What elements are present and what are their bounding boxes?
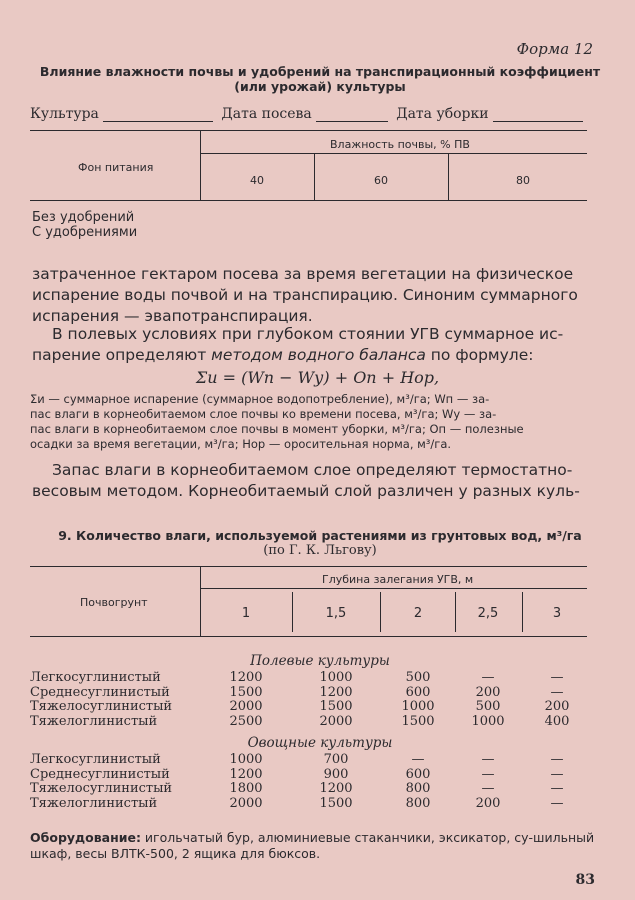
- table-cell: —: [411, 752, 425, 767]
- paragraph2-start: парение определяют: [32, 346, 207, 364]
- table-cell: 1000: [471, 713, 505, 729]
- table2-col-1: 1: [241, 606, 251, 621]
- table-cell: 200: [544, 699, 570, 714]
- table2-vrule-left: [200, 566, 201, 636]
- table2-title: 9. Количество влаги, используемой растениями из грунтовых вод, м³/га: [58, 528, 582, 543]
- table-cell: 1500: [229, 684, 263, 700]
- paragraph1-line: испарения — эвапотранспирация.: [32, 307, 313, 325]
- section-field-crops: Полевые культуры: [250, 653, 390, 669]
- table1-title-line1: Влияние влажности почвы и удобрений на транспирационный коэффициент: [39, 64, 601, 79]
- form-label: Форма 12: [516, 40, 593, 58]
- table-cell: 400: [544, 713, 570, 729]
- paragraph1-line: испарение воды почвой и на транспирацию. Синоним суммарного: [32, 286, 578, 304]
- table-cell: —: [550, 795, 564, 811]
- table1-col-80: 80: [516, 174, 530, 187]
- table-cell: 1200: [229, 670, 263, 685]
- table2-col-3: 3: [552, 606, 562, 621]
- field-sowing-blank[interactable]: [316, 121, 388, 122]
- paragraph3: [32, 460, 580, 502]
- formula-notes: [30, 392, 524, 452]
- formula-note-line: пас влаги в корнеобитаемом слое почвы ко времени посева, м³/га; Wу — за-: [30, 407, 497, 421]
- paragraph2: [32, 324, 563, 366]
- table-cell: —: [481, 670, 495, 685]
- table-cell: 600: [405, 684, 431, 700]
- formula-note-line: осадки за время вегетации, м³/га; Нор — оросительная норма, м³/га.: [30, 437, 452, 451]
- field-culture-label: Культура: [30, 106, 99, 122]
- table1-col-group: Влажность почвы, % ПВ: [330, 138, 470, 151]
- table2-vrule: [380, 592, 381, 632]
- form-fields: [30, 106, 587, 122]
- field-sowing-label: Дата посева: [221, 106, 312, 122]
- table2-group-rule: [200, 588, 587, 589]
- table-cell: 2000: [229, 795, 263, 811]
- table-cell: 2000: [319, 713, 353, 729]
- paragraph2-line2: [32, 345, 563, 366]
- table-cell: 2000: [229, 699, 263, 714]
- table-cell: 1000: [401, 699, 435, 714]
- table-cell: —: [481, 752, 495, 767]
- table1-col-60: 60: [374, 174, 388, 187]
- table-cell: 1500: [319, 699, 353, 714]
- table1-vrule-3: [448, 153, 449, 200]
- formula-note-line: Σи — суммарное испарение (суммарное водопотребление), м³/га; Wп — за-: [30, 392, 490, 406]
- table-cell: —: [550, 781, 564, 796]
- table-cell: 1000: [319, 670, 353, 685]
- table1-row-fertilizer: С удобрениями: [32, 225, 138, 240]
- water-balance-formula: Σи = (Wп − Wу) + Оп + Нор,: [195, 368, 440, 387]
- table2-top-rule: [30, 566, 587, 567]
- table-cell: 500: [475, 699, 501, 714]
- table1-row-header: Фон питания: [78, 161, 154, 174]
- table-cell: 2500: [229, 713, 263, 729]
- table-cell: —: [481, 766, 495, 782]
- section-vegetable-crops: Овощные культуры: [247, 735, 393, 751]
- table2-col-2-5: 2,5: [477, 606, 499, 621]
- table1-bottom-rule: [30, 200, 587, 201]
- table-cell: —: [481, 781, 495, 796]
- table-cell: 700: [323, 752, 349, 767]
- equipment-text: игольчатый бур, алюминиевые стаканчики, эксикатор, су-шильный шкаф, весы ВЛТК-500, 2 ящика для бюксов.: [30, 830, 595, 861]
- table-cell: 900: [323, 766, 349, 782]
- soil-type-label: Тяжелосуглинистый: [30, 699, 173, 714]
- paragraph3-line: весовым методом. Корнеобитаемый слой различен у разных куль-: [32, 482, 580, 500]
- table1-row-no-fertilizer: Без удобрений: [32, 210, 135, 225]
- page-number: 83: [575, 872, 595, 888]
- soil-type-label: Среднесуглинистый: [30, 766, 170, 782]
- table2-row-header: Почвогрунт: [80, 596, 148, 609]
- table-cell: 1800: [229, 781, 263, 796]
- table-cell: —: [550, 670, 564, 685]
- table-cell: 200: [475, 795, 501, 811]
- table2-col-1-5: 1,5: [325, 606, 347, 621]
- table1-group-rule: [200, 153, 587, 154]
- soil-type-label: Тяжелоглинистый: [30, 795, 158, 811]
- table-cell: 800: [405, 781, 431, 796]
- table1-title: [30, 64, 610, 94]
- table2-subtitle: (по Г. К. Льгову): [263, 543, 377, 558]
- table-cell: 200: [475, 684, 501, 700]
- table-cell: 600: [405, 766, 431, 782]
- soil-type-label: Легкосуглинистый: [30, 752, 161, 767]
- paragraph2-line1: В полевых условиях при глубоком стоянии УГВ суммарное ис-: [52, 325, 564, 343]
- field-culture-blank[interactable]: [103, 121, 213, 122]
- table-cell: 1200: [319, 781, 353, 796]
- table-cell: 1000: [229, 752, 263, 767]
- paragraph1: [32, 264, 578, 327]
- soil-type-label: Среднесуглинистый: [30, 684, 170, 700]
- table1-top-rule: [30, 130, 587, 131]
- table-cell: 800: [405, 795, 431, 811]
- table1-col-40: 40: [250, 174, 264, 187]
- table-cell: 1200: [319, 684, 353, 700]
- paragraph3-line: Запас влаги в корнеобитаемом слое определяют термостатно-: [52, 461, 573, 479]
- table2-header-bottom-rule: [30, 636, 587, 637]
- table-cell: 1200: [229, 766, 263, 782]
- table-cell: —: [550, 684, 564, 700]
- table2-vrule: [292, 592, 293, 632]
- formula-note-line: пас влаги в корнеобитаемом слое почвы в момент уборки, м³/га; Оп — полезные: [30, 422, 524, 436]
- paragraph2-end: по формуле:: [430, 346, 534, 364]
- table1-vrule-left: [200, 130, 201, 200]
- table2-col-group: Глубина залегания УГВ, м: [322, 573, 474, 586]
- table-cell: —: [550, 766, 564, 782]
- paragraph1-line: затраченное гектаром посева за время вегетации на физическое: [32, 265, 574, 283]
- table-cell: 1500: [319, 795, 353, 811]
- paragraph2-method: методом водного баланса: [211, 346, 426, 364]
- soil-type-label: Легкосуглинистый: [30, 670, 161, 685]
- soil-type-label: Тяжелосуглинистый: [30, 781, 173, 796]
- table-cell: 1500: [401, 713, 435, 729]
- table2-col-2: 2: [413, 606, 423, 621]
- table-cell: —: [550, 752, 564, 767]
- equipment-label: Оборудование:: [30, 830, 141, 845]
- table1-vrule-2: [314, 153, 315, 200]
- soil-type-label: Тяжелоглинистый: [30, 713, 158, 729]
- field-harvest-blank[interactable]: [493, 121, 583, 122]
- field-harvest-label: Дата уборки: [396, 106, 489, 122]
- equipment-note: [30, 830, 600, 862]
- table1-title-line2: (или урожай) культуры: [234, 79, 406, 94]
- table-cell: 500: [405, 670, 431, 685]
